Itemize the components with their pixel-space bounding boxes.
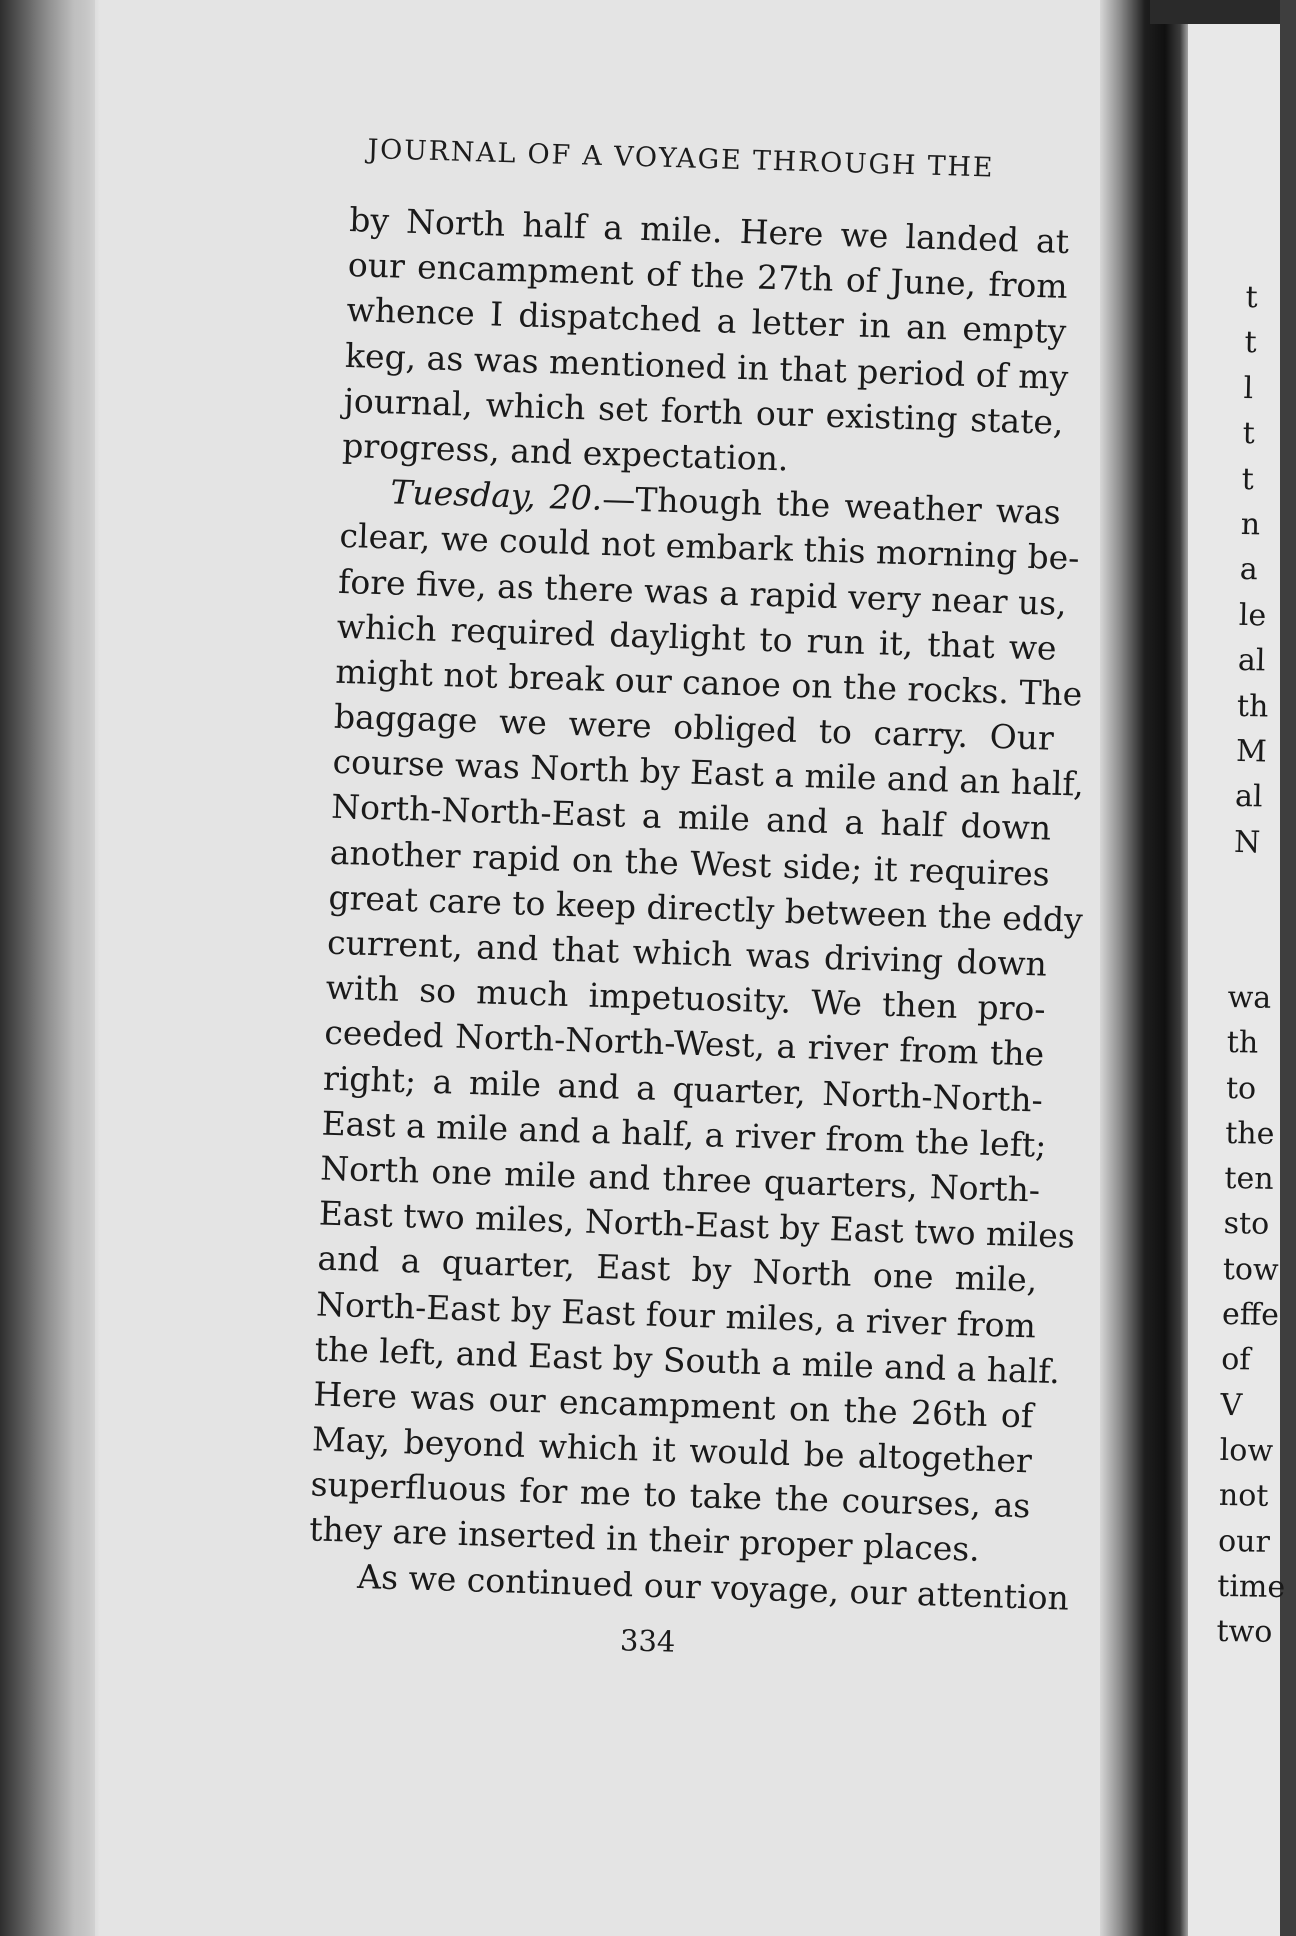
fragment: le — [1238, 597, 1267, 634]
text-line: whence I dispatched a letter in an empty — [345, 290, 1067, 352]
fragment: al — [1234, 779, 1263, 815]
facing-page-lower-fragments — [1216, 975, 1288, 1655]
text-line: the left, and East by South a mile and a half. — [314, 1329, 1061, 1391]
page-number: 334 — [619, 1623, 676, 1659]
text-line: right; a mile and a quarter, North-North- — [322, 1058, 1044, 1120]
fragment: time — [1217, 1568, 1286, 1605]
text-line: which required daylight to run it, that we — [336, 606, 1058, 668]
fragment: low — [1219, 1432, 1274, 1469]
text-line: superfluous for me to take the courses, as — [310, 1464, 1031, 1526]
fragment: V — [1220, 1387, 1243, 1423]
fragment: wa — [1227, 979, 1272, 1016]
text-line: journal, which set forth our existing state, — [343, 380, 1065, 442]
text-line: keg, as was mentioned in that period of my — [344, 335, 1069, 397]
text-line: baggage we were obliged to carry. Our — [333, 696, 1055, 758]
text-line: another rapid on the West side; it requires — [329, 832, 1051, 894]
book-gutter — [1100, 0, 1190, 1936]
text-line: great care to keep directly between the eddy — [328, 877, 1084, 940]
fragment: two — [1216, 1614, 1273, 1651]
text-line: Here was our encampment on the 26th of — [312, 1374, 1034, 1436]
fragment: N — [1233, 824, 1261, 861]
fragment: ten — [1224, 1161, 1274, 1198]
fragment: effe — [1221, 1297, 1280, 1334]
fragment: our — [1217, 1523, 1271, 1560]
fragment: not — [1218, 1478, 1269, 1515]
fragment: t — [1242, 416, 1256, 452]
text-line: our encampment of the 27th of June, from — [347, 245, 1069, 307]
fragment: M — [1235, 733, 1268, 770]
text-line: progress, and expectation. — [341, 425, 790, 479]
fragment: the — [1224, 1115, 1275, 1152]
fragment: to — [1225, 1070, 1257, 1107]
text-line: North one mile and three quarters, North- — [319, 1148, 1041, 1210]
fragment: t — [1244, 325, 1258, 361]
text-line: clear, we could not embark this morning be- — [339, 516, 1080, 578]
text-line: May, beyond which it would be altogether — [311, 1419, 1033, 1481]
text-line: they are inserted in their proper places. — [308, 1509, 981, 1570]
text-line: East two miles, North-East by East two miles — [318, 1193, 1076, 1256]
text-line: North-North-East a mile and a half down — [330, 787, 1052, 849]
text-line: course was North by East a mile and an half, — [332, 741, 1085, 804]
fragment: l — [1243, 370, 1254, 406]
text-line-content: As we continued our voyage, our attention — [356, 1556, 1070, 1618]
fragment: t — [1241, 461, 1255, 497]
fragment: n — [1240, 506, 1261, 543]
fragment: al — [1237, 643, 1266, 679]
page-body-text — [307, 197, 1085, 1619]
fragment: sto — [1223, 1206, 1270, 1243]
fragment: t — [1245, 279, 1258, 316]
text-line: current, and that which was driving down — [326, 922, 1048, 984]
fragment: tow — [1222, 1251, 1279, 1288]
text-line: might not break our canoe on the rocks. The — [334, 651, 1083, 714]
spine-shadow — [0, 0, 100, 1936]
text-line: East a mile and a half, a river from the left; — [321, 1103, 1048, 1165]
running-header: JOURNAL OF A VOYAGE THROUGH THE — [367, 134, 995, 184]
entry-text: —Though the weather was — [601, 478, 1062, 532]
fragment: a — [1239, 552, 1259, 588]
text-line: fore five, as there was a rapid very near us, — [337, 561, 1068, 623]
text-line: and a quarter, East by North one mile, — [316, 1238, 1038, 1300]
text-line: with so much impetuosity. We then pro- — [325, 967, 1047, 1029]
text-line: by North half a mile. Here we landed at — [348, 199, 1070, 261]
entry-date: Tuesday, 20. — [389, 472, 603, 518]
fragment: th — [1226, 1025, 1259, 1061]
fragment: of — [1220, 1342, 1251, 1378]
fragment: th — [1236, 688, 1269, 725]
scan-border — [1150, 0, 1280, 24]
text-line: ceeded North-North-West, a river from the — [323, 1012, 1045, 1074]
text-line: North-East by East four miles, a river from — [315, 1283, 1037, 1345]
